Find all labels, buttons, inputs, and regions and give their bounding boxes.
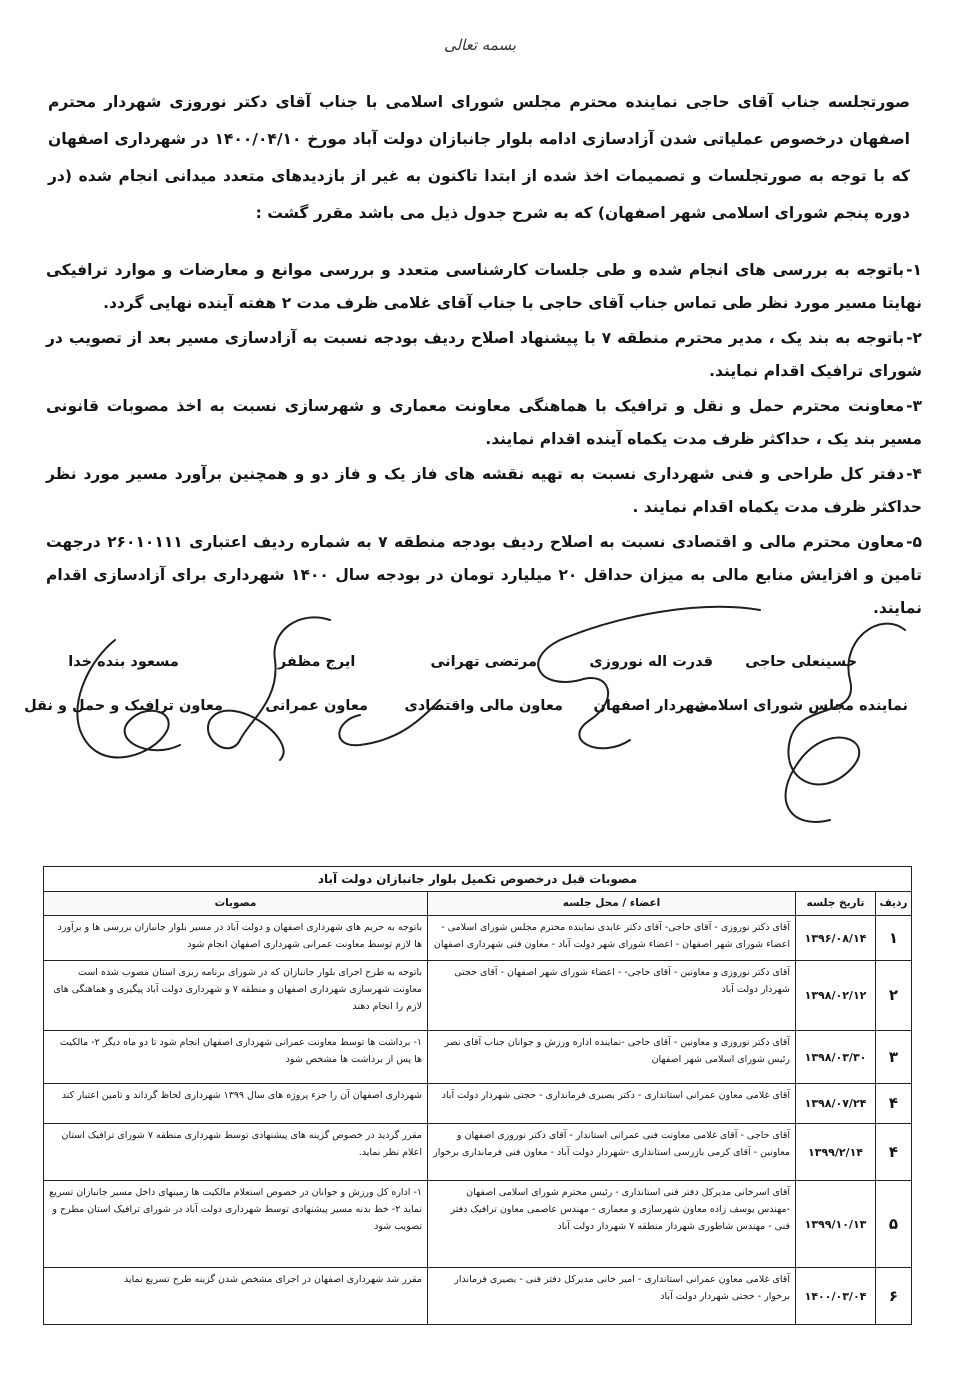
- signatory-haji: [694, 640, 908, 728]
- cell-date: ۱۳۹۸/۰۲/۱۲: [796, 961, 876, 1031]
- intro-paragraph: صورتجلسه جناب آقای حاجی نماینده محترم مجلس شورای اسلامی با جناب آقای دکتر نوروزی شهردار محترم اصفهان درخصوص عملیاتی شدن آزادسازی ادامه بلوار جانبازان دولت آباد مورخ ۱۴۰۰/۰۴/۱۰ در شهرداری اصفهان که با توجه به صورتجلسات و تصمیمات اخذ شده از ابتدا تاکنون به غیر از بازدیدهای متعدد میدانی انجام شده (در دوره پنجم شورای اسلامی شهر اصفهان) که به شرح جدول ذیل می باشد مقرر گشت :: [48, 93, 910, 222]
- signatory-title: نماینده مجلس شورای اسلامی: [694, 698, 908, 714]
- resolution-list: [46, 254, 922, 627]
- cell-resolutions: باتوجه به حریم های شهرداری اصفهان و دولت آباد در مسیر بلوار جانبازان بررسی ها و برآورد ها لازم توسط معاونت عمرانی شهرداری اصفهان انجام شود: [44, 916, 428, 961]
- signatory-name: قدرت اله نوروزی: [589, 654, 713, 670]
- previous-resolutions-table-wrap: [44, 866, 912, 1325]
- signatory-tehrani: [405, 640, 564, 728]
- cell-resolutions: مقرر گردید در خصوص گزینه های پیشنهادی توسط شهرداری منطقه ۷ شورای ترافیک استان اعلام نظر نماید.: [44, 1124, 428, 1181]
- signatory-nowruzi: [589, 640, 713, 728]
- item-text: معاون محترم مالی و اقتصادی نسبت به اصلاح ردیف بودجه منطقه ۷ به شماره ردیف اعتباری ۲۶۰۱۰۱۱۱ درجهت تامین و افزایش منابع مالی به میزان حداقل ۲۰ میلیارد تومان در بودجه سال ۱۴۰۰ شهرداری برای آزادسازی اقدام نمایند.: [46, 533, 922, 617]
- cell-row: ۴: [876, 1124, 912, 1181]
- previous-resolutions-table: [43, 866, 912, 1325]
- signatory-title: شهردار اصفهان: [593, 698, 709, 714]
- table-row: [44, 916, 912, 961]
- resolution-item: [46, 322, 922, 388]
- cell-resolutions: ۱- اداره کل ورزش و جوانان در خصوص استعلام مالکیت ها زمینهای داخل مسیر جانبازان تسریع نماید ۲- خط بدنه مسیر پیشنهادی توسط شهرداری دولت آباد در شورای ترافیک استان مطرح و تصویب شود: [44, 1181, 428, 1268]
- signatory-bandekhoda: [24, 640, 223, 728]
- table-row: [44, 961, 912, 1031]
- col-header-members: اعضاء / محل جلسه: [428, 892, 796, 916]
- signatory-name: مرتضی تهرانی: [430, 654, 538, 670]
- cell-resolutions: شهرداری اصفهان آن را جزء پروژه های سال ۱۳۹۹ شهرداری لحاظ گرداند و تامین اعتبار کند: [44, 1084, 428, 1124]
- item-text: باتوجه به بند یک ، مدیر محترم منطقه ۷ با پیشنهاد اصلاح ردیف بودجه نسبت به آزادسازی مسیر بعد از تصویب در شورای ترافیک اقدام نمایند.: [46, 329, 922, 380]
- item-number: ۵-: [906, 533, 922, 551]
- table-row: [44, 1084, 912, 1124]
- signatory-mozaffar: [265, 640, 368, 728]
- cell-members: آقای دکتر نوروزی و معاونین - آقای حاجی- - اعضاء شورای شهر اصفهان - آقای حجتی شهردار دولت آباد: [428, 961, 796, 1031]
- resolution-item: [46, 526, 922, 625]
- table-row: [44, 1124, 912, 1181]
- cell-date: ۱۳۹۸/۰۷/۲۴: [796, 1084, 876, 1124]
- signatory-title: معاون عمرانی: [265, 698, 368, 714]
- cell-row: ۴: [876, 1084, 912, 1124]
- cell-row: ۱: [876, 916, 912, 961]
- col-header-resolutions: مصوبات: [44, 892, 428, 916]
- signatory-name: حسینعلی حاجی: [745, 654, 858, 670]
- table-caption: مصوبات قبل درخصوص تکمیل بلوار جانبازان دولت آباد: [43, 866, 912, 891]
- item-number: ۴-: [906, 465, 922, 483]
- cell-members: آقای دکتر نوروزی - آقای حاجی- آقای دکتر عابدی نماینده محترم مجلس شورای اسلامی - اعضاء شورای شهر اصفهان - اعضاء شورای شهر دولت آباد - معاون فنی شهرداری اصفهان: [428, 916, 796, 961]
- table-header-row: [44, 892, 912, 916]
- signatory-name: مسعود بنده خدا: [68, 654, 179, 670]
- cell-members: آقای اسرخانی مدیرکل دفتر فنی استانداری - رئیس محترم شورای اسلامی اصفهان -مهندس یوسف زاده معاون شهرسازی و معماری - مهندس عاصمی معاون ترافیک دفتر فنی - مهندس شاطوری شهردار منطقه ۷ شهردار دولت آباد: [428, 1181, 796, 1268]
- col-header-date: تاریخ جلسه: [796, 892, 876, 916]
- resolution-item: [46, 390, 922, 456]
- cell-date: ۱۳۹۹/۲/۱۴: [796, 1124, 876, 1181]
- cell-row: ۲: [876, 961, 912, 1031]
- table-row: [44, 1268, 912, 1325]
- cell-resolutions: باتوجه به طرح اجرای بلوار جانبازان که در شورای برنامه ریزی استان مصوب شده است معاونت شهرسازی شهرداری اصفهان و منطقه ۷ و شهرداری دولت آباد پیگیری و هماهنگی های لازم را انجام دهند: [44, 961, 428, 1031]
- cell-date: ۱۳۹۹/۱۰/۱۳: [796, 1181, 876, 1268]
- signatory-name: ایرج مظفر: [277, 654, 356, 670]
- cell-members: آقای دکتر نوروزی و معاونین - آقای حاجی -نماینده اداره ورزش و جوانان جناب آقای نصر رئیس شورای اسلامی شهر اصفهان: [428, 1031, 796, 1084]
- cell-row: ۳: [876, 1031, 912, 1084]
- signature-block: [24, 640, 908, 840]
- cell-members: آقای غلامی معاون عمرانی استانداری - امیر خانی مدیرکل دفتر فنی - بصیری فرماندار برخوار - حجتی شهردار دولت آباد: [428, 1268, 796, 1325]
- resolution-item: [46, 458, 922, 524]
- cell-members: آقای غلامی معاون عمرانی استانداری - دکتر بصیری فرمانداری - حجتی شهردار دولت آباد: [428, 1084, 796, 1124]
- item-text: باتوجه به بررسی های انجام شده و طی جلسات کارشناسی متعدد و بررسی موانع و معارضات و موارد ترافیکی نهایتا مسیر مورد نظر طی تماس جناب آقای حاجی با جناب آقای غلامی ظرف مدت ۲ هفته آینده نهایی گردد.: [46, 261, 922, 312]
- item-text: دفتر کل طراحی و فنی شهرداری نسبت به تهیه نقشه های فاز یک و فاز دو و همچنین برآورد مسیر مورد نظر حداکثر ظرف مدت یکماه اقدام نمایند .: [46, 465, 922, 516]
- col-header-row: ردیف: [876, 892, 912, 916]
- cell-date: ۱۴۰۰/۰۳/۰۴: [796, 1268, 876, 1325]
- cell-members: آقای حاجی - آقای غلامی معاونت فنی عمرانی استاندار - آقای دکتر نوروزی اصفهان و معاونین - آقای کرمی بازرسی استانداری -شهردار دولت آباد - معاون فنی فرمانداری برخوار: [428, 1124, 796, 1181]
- item-number: ۲-: [906, 329, 922, 347]
- cell-resolutions: ۱- برداشت ها توسط معاونت عمرانی شهرداری اصفهان انجام شود تا دو ماه دیگر ۲- مالکیت ها پس از برداشت ها مشخص شود: [44, 1031, 428, 1084]
- cell-row: ۶: [876, 1268, 912, 1325]
- cell-resolutions: مقرر شد شهرداری اصفهان در اجرای مشخص شدن گزینه طرح تسریع نماید: [44, 1268, 428, 1325]
- table-row: [44, 1181, 912, 1268]
- cell-row: ۵: [876, 1181, 912, 1268]
- item-text: معاونت محترم حمل و نقل و ترافیک با هماهنگی معاونت معماری و شهرسازی نسبت به اخذ مصوبات قانونی مسیر بند یک ، حداکثر ظرف مدت یکماه آینده اقدام نمایند.: [46, 397, 922, 448]
- resolution-item: [46, 254, 922, 320]
- cell-date: ۱۳۹۶/۰۸/۱۴: [796, 916, 876, 961]
- item-number: ۳-: [906, 397, 922, 415]
- bismillah-heading: بسمه تعالی: [443, 36, 517, 54]
- table-row: [44, 1031, 912, 1084]
- cell-date: ۱۳۹۸/۰۳/۳۰: [796, 1031, 876, 1084]
- signatory-title: معاون ترافیک و حمل و نقل: [24, 698, 223, 714]
- signatory-title: معاون مالی واقتصادی: [404, 698, 563, 714]
- item-number: ۱-: [906, 261, 922, 279]
